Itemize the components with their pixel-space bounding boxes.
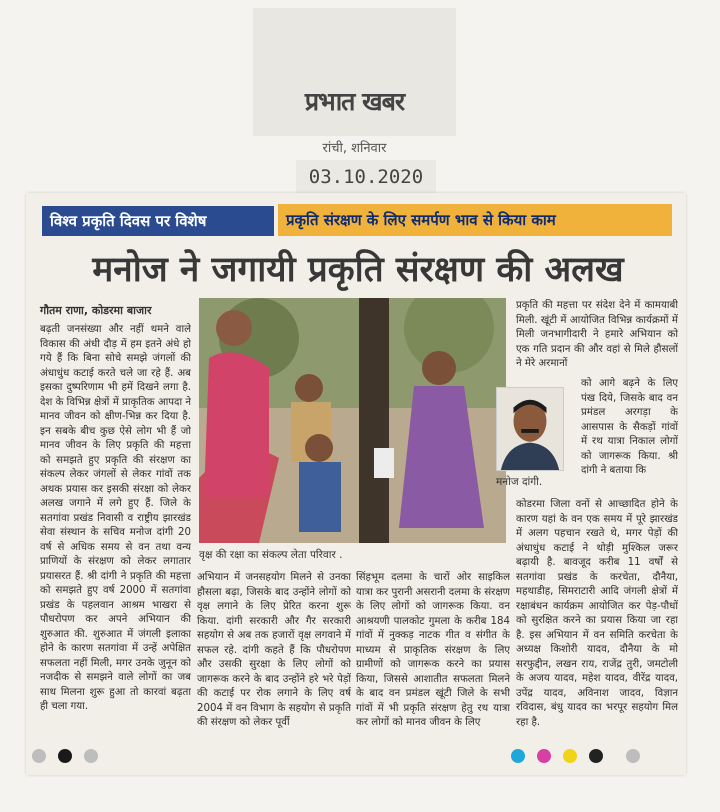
- masthead-panel: [253, 8, 456, 136]
- kicker-left: विश्व प्रकृति दिवस पर विशेष: [42, 206, 274, 236]
- portrait-photo: [496, 387, 564, 471]
- publication-date: 03.10.2020: [296, 160, 436, 194]
- photo-illustration: [199, 298, 506, 543]
- registration-dot: [58, 749, 72, 763]
- kicker-right: प्रकृति संरक्षण के लिए समर्पण भाव से किया काम: [278, 204, 672, 236]
- article-column-1: बढ़ती जनसंख्या और नहीं थमने वाले विकास की अंधी दौड़ में हम इतने अंधे हो गये हैं कि बिना सोचे समझे जंगलों की अंधाधुंध कटाई करते चले जा रहे हैं. अब इसका दुष्परिणाम भी हमें दिखने लगा है. देश के विभिन्न क्षेत्रों में प्राकृतिक आपदा ने मानव जीवन को क्षीण-भिन्न कर दिया है. इन सबके बीच कुछ ऐसे लोग भी हैं जो मानव जीवन के लिए प्रकृति की महत्ता को समझते हुए प्रकृति की संरक्षण का संकल्प लेकर जंगलों से लेकर गांवों तक अथक प्रयास कर इसकी संरक्षा को लेकर अलख जगाने में लगे हुए हैं. जिले के सतगांवा प्रखंड निवासी व राष्ट्रीय झारखंड सेवा संस्थान के सचिव मनोज दांगी 20 वर्ष से अधिक समय से वन तथा वन्य प्राणियों के संरक्षण को लेकर लगातार प्रयासरत हैं. श्री दांगी ने प्रकृति की महत्ता को समझते हुए वर्ष 2000 में सतगांवा प्रखंड के पहलवान आश्रम भाखरा से पौधरोपण कर अपने अभियान की शुरुआत की. शुरुआत में जंगली इलाका होने के कारण सतगांवा में उन्हें अपेक्षित सफलता नहीं मिली, मगर उनके जुनून को नजदीक से समझने वाले लोगों का जब साथ मिलना शुरू हुआ तो कारवां बढ़ता ही चला गया.: [40, 324, 191, 712]
- byline: गौतम राणा, कोडरमा बाजार: [40, 304, 152, 317]
- registration-dot: [563, 749, 577, 763]
- article-column-4-mid: को आगे बढ़ने के लिए पंख दिये, जिसके बाद वन प्रमंडल अरगड़ा के आसपास के सैकड़ों गांवों में रथ यात्रा निकाल लोगों को जागरूक किया. श्री दांगी ने बताया कि: [581, 378, 678, 476]
- city-day: रांची, शनिवार: [322, 141, 387, 156]
- article-column-4-top: प्रकृति की महत्ता पर संदेश देने में कामयाबी मिली. खूंटी में आयोजित विभिन्न कार्यक्रमों में मिली जनभागीदारी ने हमारे अभियान को एक गति प्रदान की और वहां से मिले हौसलों ने मेरे अरमानों: [516, 300, 678, 369]
- photo-caption: वृक्ष की रक्षा का संकल्प लेता परिवार .: [199, 549, 343, 561]
- article-column-3: सिंहभूम दलमा के चारों ओर साइकिल यात्रा कर पुरानी असरानी दलमा के संरक्षण के लिए लोगों को जागरूक किया. वन आश्रयणी पालकोट गुमला के करीब 184 गांवों में नुक्कड़ नाटक गीत व संगीत के माध्यम से प्राकृतिक संरक्षण के लिए ग्रामीणों को जागरूक करने का प्रयास किया, जिससे आशातीत सफलता मिलने के बाद वन प्रमंडल खूंटी जिले के सभी गांवों में भी प्रकृति संरक्षण हेतु रथ यात्रा कर लोगों को मानव जीवन के लिए: [356, 572, 510, 728]
- family-tree-photo: [199, 298, 506, 543]
- portrait-illustration: [497, 388, 563, 470]
- registration-dot: [589, 749, 603, 763]
- registration-dot: [626, 749, 640, 763]
- headline: मनोज ने जगायी प्रकृति संरक्षण की अलख: [92, 250, 624, 290]
- registration-dot: [84, 749, 98, 763]
- article-column-4-bottom: कोडरमा जिला वनों से आच्छादित होने के कारण यहां के वन एक समय में पूरे झारखंड में अलग पहचान रखते थे, मगर पेड़ों की अंधाधुंध कटाई ने थोड़ी मुश्किल जरूर बढ़ायी है. बावजूद करीब 11 वर्षों से सतगांवा प्रखंड के करचेता, दौनैया, महथाडीह, सिमराटारी आदि जंगली क्षेत्रों में रक्षाबंधन कार्यक्रम आयोजित कर पेड़-पौधों को सुरक्षित करने का प्रयास किया जा रहा है. इस अभियान में वन समिति करचेता के अध्यक्ष किशोरी यादव, दौनैया के मो सरफुद्दीन, लखन राय, राजेंद्र तुरी, जमटोली के अजय यादव, महेश यादव, वीरेंद्र यादव, उपेंद्र यादव, अविनाश जादव, विज्ञान रविदास, बंधु यादव का भरपूर सहयोग मिल रहा है.: [516, 499, 678, 728]
- registration-dot: [511, 749, 525, 763]
- registration-dot: [537, 749, 551, 763]
- portrait-caption: मनोज दांगी.: [496, 476, 543, 488]
- newspaper-logo: प्रभात खबर: [304, 87, 405, 116]
- registration-dot: [32, 749, 46, 763]
- article-column-2: अभियान में जनसहयोग मिलने से उनका हौसला बढ़ा, जिसके बाद उन्होंने लोगों को वृक्ष लगाने के लिए प्रेरित करना शुरू किया. दांगी सरकारी और गैर सरकारी सहयोग से अब तक हजारों वृक्ष लगवाने में सफल रहे. दांगी कहते हैं कि पौधरोपण और उसकी सुरक्षा के लिए लोगों को जागरूक करने के बाद उन्होंने हरे भरे पेड़ों की कटाई पर रोक लगाने के लिए वर्ष 2004 में वन विभाग के सहयोग से प्रकृति की संरक्षण को लेकर पूर्वी: [197, 572, 351, 728]
- news-clipping: [26, 193, 686, 775]
- color-registration-strip: [26, 749, 686, 769]
